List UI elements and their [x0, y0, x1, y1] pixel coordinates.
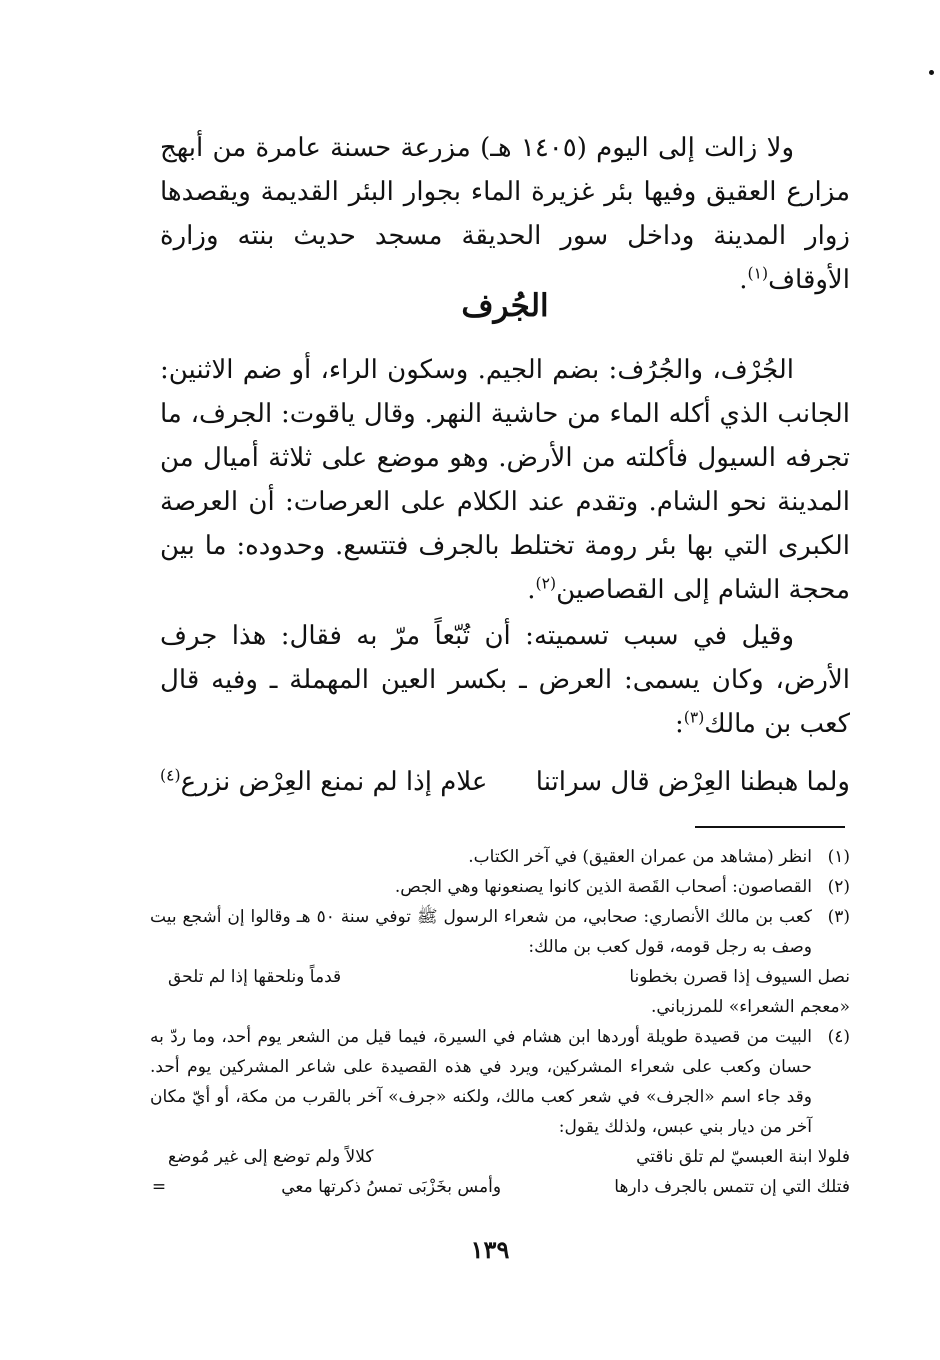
- footnote-text: انظر (مشاهد من عمران العقيق) في آخر الكتاب.: [468, 847, 812, 867]
- continuation-mark: =: [151, 1177, 167, 1197]
- footnote-4-verse-2: [150, 1172, 850, 1202]
- verse-hemistich-2: قدماً ونلحقها إذا لم تلحق: [168, 967, 342, 987]
- verse-hemistich-2: وأمس بخَزْبَى تمسُ ذكرتها معي: [281, 1177, 502, 1197]
- verse-hemistich-2: كلالاً ولم توضع إلى غير مُوضع: [168, 1147, 374, 1167]
- intro-paragraph: ولا زالت إلى اليوم (١٤٠٥ هـ) مزرعة حسنة عامرة من أبهج مزارع العقيق وفيها بئر غزيرة الماء بجوار البئر القديمة ويقصدها زوار المدينة وداخل سور الحديقة مسجد حديث بنته وزارة الأوقاف$^{(١)}$.: [160, 133, 850, 295]
- footnote-ref-4: (٤): [160, 766, 181, 785]
- main-verse: [160, 760, 850, 804]
- footnote-1: [150, 842, 850, 872]
- paragraph-naming-text: وقيل في سبب تسميته: أن تُبّعاً مرّ به فقال: هذا جرف الأرض، وكان يسمى: العرض ـ بكسر العين المهملة ـ وفيه قال كعب بن مالك: [160, 621, 850, 739]
- intro-text: ولا زالت إلى اليوم (١٤٠٥ هـ) مزرعة حسنة عامرة من أبهج مزارع العقيق وفيها بئر غزيرة الماء بجوار البئر القديمة ويقصدها زوار المدينة وداخل سور الحديقة مسجد حديث بنته وزارة الأوقاف: [160, 133, 850, 295]
- footnotes: [150, 842, 850, 1202]
- verse-hemistich-2: علام إذا لم نمنع العِرْض نزرع$^{(٤)}$: [160, 766, 488, 797]
- verse-hemistich-1: فتلك التي إن تتمس بالجرف دارها: [614, 1177, 850, 1197]
- footnote-number: (٤): [827, 1027, 850, 1047]
- paragraph-definition: الجُرْف، والجُرُف: بضم الجيم. وسكون الراء، أو ضم الاثنين: الجانب الذي أكله الماء من حاشية النهر. وقال ياقوت: الجرف، ما تجرفه السيول فأكلته من الأرض. وهو موضع على ثلاثة أميال من المدينة نحو الشام. وتقدم عند الكلام على العرصات: أن العرصة الكبرى التي بها بئر رومة تختلط بالجرف فتتسع. وحدوده: ما بين محجة الشام إلى القصاصين$^{(٢)}$.: [160, 355, 851, 605]
- footnote-ref-2: (٢): [535, 574, 557, 593]
- footnote-3-verse: [150, 962, 850, 992]
- section-heading: الجُرف: [461, 288, 549, 324]
- footnote-2: [150, 872, 850, 902]
- footnote-ref-1: (١): [747, 264, 769, 283]
- footnote-3-source: «معجم الشعراء» للمرزباني.: [650, 997, 850, 1017]
- footnote-ref-3: (٣): [683, 708, 705, 727]
- footnote-number: (٢): [827, 877, 850, 897]
- paragraph-naming: وقيل في سبب تسميته: أن تُبّعاً مرّ به فقال: هذا جرف الأرض، وكان يسمى: العرض ـ بكسر العين المهملة ـ وفيه قال كعب بن مالك$^{(٣)}$:: [160, 621, 850, 739]
- verse-hemistich-1: فلولا ابنة العبسيّ لم تلق ناقتي: [636, 1147, 850, 1167]
- verse-hemistich-1: ولما هبطنا العِرْض قال سراتنا: [535, 767, 850, 797]
- scan-speck: [929, 70, 934, 75]
- footnote-4: [150, 1022, 850, 1142]
- footnote-text: كعب بن مالك الأنصاري: صحابي، من شعراء الرسول ﷺ توفي سنة ٥٠ هـ وقالوا إن أشجع بيت وصف به رجل قومه، قول كعب بن مالك:: [150, 907, 812, 957]
- footnote-separator: [695, 826, 845, 828]
- verse-hemistich-1: نصل السيوف إذا قصرن بخطونا: [629, 967, 850, 987]
- paragraph-definition-text: الجُرْف، والجُرُف: بضم الجيم. وسكون الراء، أو ضم الاثنين: الجانب الذي أكله الماء من حاشية النهر. وقال ياقوت: الجرف، ما تجرفه السيول فأكلته من الأرض. وهو موضع على ثلاثة أميال من المدينة نحو الشام. وتقدم عند الكلام على العرصات: أن العرصة الكبرى التي بها بئر رومة تختلط بالجرف فتتسع. وحدوده: ما بين محجة الشام إلى القصاصين: [160, 355, 851, 605]
- footnote-text: القصاصون: أصحاب القَصة الذين كانوا يصنعونها وهي الجص.: [394, 877, 812, 897]
- page-number: ١٣٩: [470, 1235, 510, 1264]
- footnote-text: البيت من قصيدة طويلة أوردها ابن هشام في السيرة، فيما قيل من الشعر يوم أحد، وما ردّ به حسان وكعب على شعراء المشركين، ويرد في هذه القصيدة على شاعر المشركين يوم أحد. وقد جاء اسم «الجرف» في شعر كعب مالك، ولكنه «جرف» آخر بالقرب من مكة، أو أيّ مكان آخر من ديار بني عبس، ولذلك يقول:: [150, 1027, 812, 1137]
- footnote-3: [150, 902, 850, 962]
- footnote-number: (١): [827, 847, 850, 867]
- footnote-4-verse-1: [150, 1142, 850, 1172]
- footnote-number: (٣): [827, 907, 850, 927]
